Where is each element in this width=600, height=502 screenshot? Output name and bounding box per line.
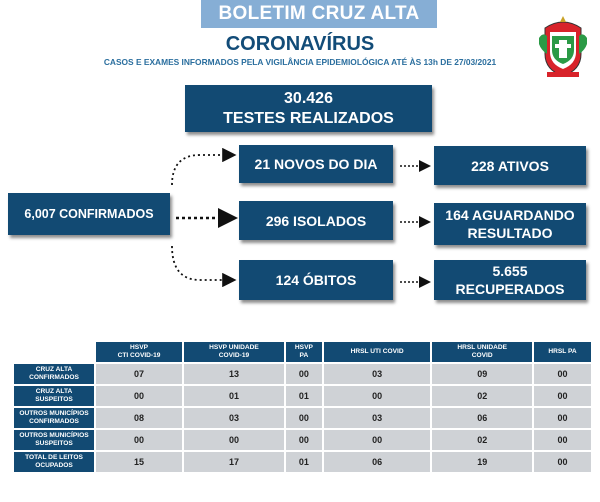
table-cell: 00 [534,452,591,472]
table-header-cell: HSVP PA [286,342,322,362]
table-cell: 08 [96,408,182,428]
table-cell: 03 [184,408,284,428]
table-cell: 00 [286,430,322,450]
row-label: CRUZ ALTA CONFIRMADOS [14,364,94,384]
table-cell: 07 [96,364,182,384]
table-header-row [14,342,591,362]
table-cell: 03 [324,364,430,384]
table-cell: 00 [184,430,284,450]
table-header-cell: HRSL UTI COVID [324,342,430,362]
arrow-to-deaths [172,246,233,280]
occupancy-table [12,340,593,474]
new-cases-label: 21 NOVOS DO DIA [254,156,378,172]
table-cell: 17 [184,452,284,472]
banner: BOLETIM CRUZ ALTA [201,0,437,28]
table-cell: 00 [286,408,322,428]
table-row [14,386,591,406]
table-cell: 02 [432,430,532,450]
confirmed-label: 6,007 CONFIRMADOS [24,207,154,221]
row-label: TOTAL DE LEITOS OCUPADOS [14,452,94,472]
table-cell: 00 [286,364,322,384]
table-header-cell: HSVP UNIDADE COVID-19 [184,342,284,362]
table-cell: 00 [324,430,430,450]
recovered-count: 5.655 [492,263,528,279]
table-corner [14,342,94,362]
active-label: 228 ATIVOS [471,157,549,174]
table-cell: 06 [432,408,532,428]
isolated-label: 296 ISOLADOS [265,212,367,229]
table-header-cell: HRSL PA [534,342,591,362]
table-cell: 06 [324,452,430,472]
table-cell: 02 [432,386,532,406]
table-cell: 01 [286,386,322,406]
table-cell: 00 [534,430,591,450]
table-cell: 01 [184,386,284,406]
table-cell: 00 [534,364,591,384]
arrow-to-new-cases [172,155,233,185]
table-cell: 15 [96,452,182,472]
table-header-cell: HRSL UNIDADE COVID [432,342,532,362]
recovered-label: RECUPERADOS [455,281,565,297]
table-cell: 01 [286,452,322,472]
awaiting-label-line2: RESULTADO [467,225,553,241]
page-subtitle: CASOS E EXAMES INFORMADOS PELA VIGILÂNCIA EPIDEMIOLÓGICA ATÉ ÀS 13h DE 27/03/2021 [103,57,497,67]
table-row [14,364,591,384]
table-header-cell: HSVP CTI COVID-19 [96,342,182,362]
table-cell: 00 [534,386,591,406]
deaths-label: 124 ÓBITOS [275,272,357,288]
table-cell: 03 [324,408,430,428]
row-label: OUTROS MUNICÍPIOS CONFIRMADOS [14,408,94,428]
table-row [14,430,591,450]
table-cell: 00 [96,430,182,450]
table-cell: 00 [534,408,591,428]
awaiting-label-line1: 164 AGUARDANDO [445,207,575,223]
table-cell: 00 [96,386,182,406]
page-title: CORONAVÍRUS [225,33,375,55]
table-cell: 13 [184,364,284,384]
tests-count: 30.426 [284,89,333,107]
row-label: OUTROS MUNICÍPIOS SUSPEITOS [14,430,94,450]
table-cell: 00 [324,386,430,406]
table-row [14,452,591,472]
table-cell: 19 [432,452,532,472]
row-label: CRUZ ALTA SUSPEITOS [14,386,94,406]
table-row [14,408,591,428]
table-cell: 09 [432,364,532,384]
tests-label: TESTES REALIZADOS [223,109,394,127]
